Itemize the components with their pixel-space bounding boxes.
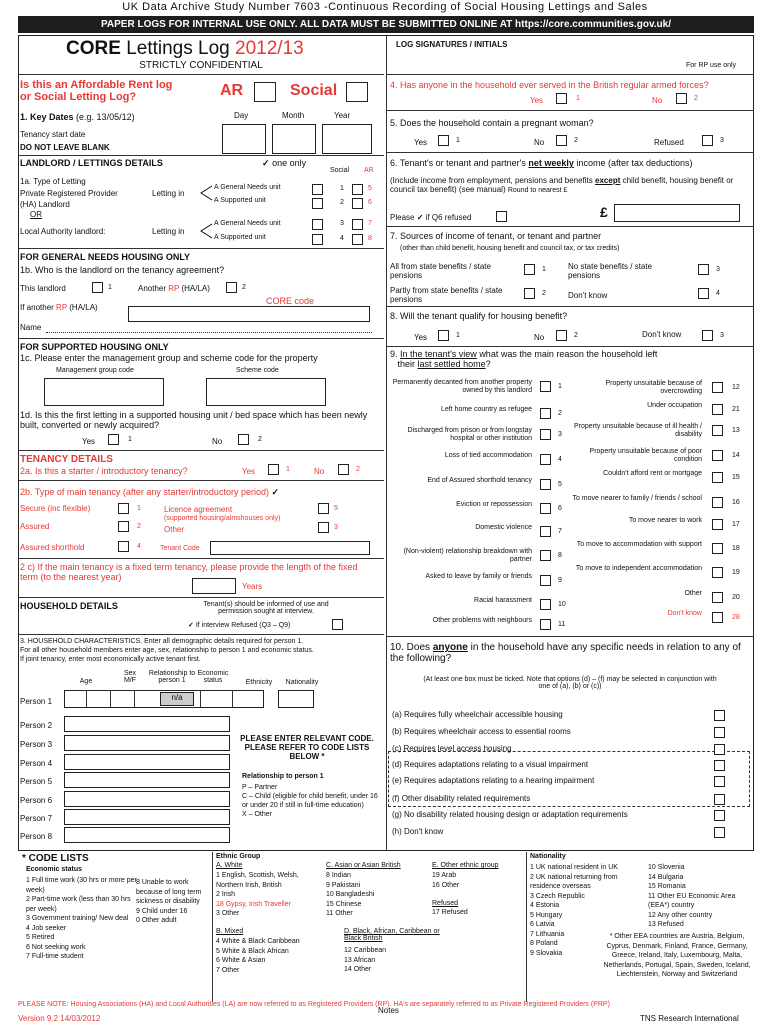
other-eth-list: 19 Arab 16 Other <box>432 872 460 889</box>
reason-checkbox[interactable] <box>712 519 723 530</box>
reason-checkbox[interactable] <box>712 404 723 415</box>
need-checkbox[interactable] <box>714 827 725 838</box>
q6-refused: Please ✓ if Q6 refused <box>390 213 472 222</box>
reason-label: Loss of tied accommodation <box>444 452 532 459</box>
reason-label: Other problems with neighbours <box>432 617 532 624</box>
need-label: (f) Other disability related requirements <box>392 794 531 803</box>
need-checkbox[interactable] <box>714 727 725 738</box>
rp-use: For RP use only <box>686 62 737 69</box>
other-tenancy-checkbox[interactable] <box>318 522 329 533</box>
interview-refused-checkbox[interactable] <box>332 619 343 630</box>
tick-icon: ✓ <box>271 487 280 497</box>
need-checkbox[interactable] <box>714 710 725 721</box>
reason-label: Left home country as refugee <box>440 406 532 413</box>
type-letting-label: 1a. Type of Letting <box>20 177 86 186</box>
econ-list-1: 1 Full time work (30 hrs or more per week) 2 Part-time work (less than 30 hrs per week) 3 Government training/ New deal 4 Job seeker 5 Retired 6 Not seeking work 7 Full-time student <box>26 877 137 960</box>
secure-checkbox[interactable] <box>118 503 129 514</box>
reason-label: (Non-violent) relationship breakdown with partner <box>403 548 532 563</box>
reason-checkbox[interactable] <box>712 567 723 578</box>
need-label: (g) No disability related housing design or adaptation requirements <box>392 810 628 819</box>
reason-checkbox[interactable] <box>540 503 551 514</box>
years-input[interactable] <box>192 578 236 594</box>
white-list: 1 English, Scottish, Welsh, Northern Irish, British 2 Irish 18 Gypsy, Irish Traveller 3 Other <box>216 872 299 917</box>
need-checkbox[interactable] <box>714 810 725 821</box>
reason-checkbox[interactable] <box>540 619 551 630</box>
person-4-row[interactable] <box>64 754 230 770</box>
need-label: (a) Requires fully wheelchair accessible housing <box>392 710 563 719</box>
q10-label: 10. Does anyone in the household have any specific needs in relation to any of the following? <box>390 642 741 664</box>
mgmt-code-input[interactable] <box>44 378 164 406</box>
reason-label: Property unsuitable because of poor condition <box>589 448 702 463</box>
sig-header: LOG SIGNATURES / INITIALS <box>396 40 508 49</box>
supported-1: A Supported unit <box>214 197 266 204</box>
person-3-row[interactable] <box>64 735 230 751</box>
letting-in-2: Letting in <box>152 227 185 236</box>
another-rp-checkbox[interactable] <box>226 282 237 293</box>
scheme-label: Scheme code <box>236 367 279 374</box>
another-rp-label: Another RP (HA/LA) <box>138 284 210 293</box>
reason-label: Eviction or repossession <box>456 501 532 508</box>
q8-label: 8. Will the tenant qualify for housing benefit? <box>390 311 568 321</box>
letting-social-4[interactable] <box>312 234 323 245</box>
q1d-label: 1d. Is this the first letting in a supported housing unit / bed space which has been newly built, converted or newly acquired? <box>20 410 368 430</box>
social-label: Social <box>290 82 338 99</box>
q5-refused[interactable] <box>702 135 713 146</box>
nationality-1[interactable] <box>278 690 314 708</box>
code-lists-header: * CODE LISTS <box>22 853 89 864</box>
inform-note: Tenant(s) should be informed of use and permission sought at interview. <box>203 601 329 615</box>
internal-banner: PAPER LOGS FOR INTERNAL USE ONLY. ALL DATA MUST BE SUBMITTED ONLINE AT https://core.communities.gov.uk/ <box>18 16 754 33</box>
q4-no[interactable] <box>676 93 687 104</box>
log-title: CORE Lettings Log 2012/13 <box>66 38 304 59</box>
q4-label: 4. Has anyone in the household ever served in the British regular armed forces? <box>390 80 709 90</box>
need-checkbox[interactable] <box>714 760 725 771</box>
hh-header: HOUSEHOLD DETAILS <box>20 601 118 611</box>
letting-social-1[interactable] <box>312 184 323 195</box>
econ-list-2: 8 Unable to work because of long term sickness or disability 9 Child under 16 0 Other adult <box>136 879 202 924</box>
ar-question: Is this an Affordable Rent log or Social Letting Log? <box>20 79 173 103</box>
q7-all[interactable] <box>524 264 535 275</box>
mixed-list: 4 White & Black Caribbean 5 White & Black African 6 White & Asian 7 Other <box>216 938 300 974</box>
one-only-label: ✓ one only <box>262 158 307 168</box>
need-label: (e) Requires adaptations relating to a hearing impairment <box>392 776 595 785</box>
person-8-row[interactable] <box>64 827 230 843</box>
q6-sub: (Include income from employment, pensions and benefits except child benefit, housing benefit or council tax benefit) (see manual) Round to nearest £ <box>390 176 734 194</box>
do-not-leave-blank: DO NOT LEAVE BLANK <box>20 143 110 152</box>
asian-list: 8 Indian 9 Pakistani 10 Bangladeshi 15 Chinese 11 Other <box>326 872 375 917</box>
q7-label: 7. Sources of income of tenant, or tenant and partner <box>390 231 602 241</box>
year-input[interactable] <box>322 124 372 154</box>
q7-none[interactable] <box>698 264 709 275</box>
na-box: n/a <box>160 692 194 706</box>
social-checkbox[interactable] <box>346 82 368 102</box>
key-dates-label: 1. Key Dates (e.g. 13/05/12) <box>20 112 135 122</box>
licence-checkbox[interactable] <box>318 503 329 514</box>
year-label: Year <box>334 111 351 120</box>
pound-sign: £ <box>600 204 608 220</box>
reason-label: Property unsuitable because of ill health / disability <box>573 423 702 438</box>
tenant-code-label: Tenant Code <box>160 545 200 552</box>
gen-needs-2: A General Needs unit <box>214 220 281 227</box>
need-label: (h) Don't know <box>392 827 444 836</box>
ar-col-label: AR <box>364 167 374 174</box>
scheme-code-input[interactable] <box>206 378 326 406</box>
sh-header: FOR SUPPORTED HOUSING ONLY <box>20 342 169 352</box>
reason-checkbox[interactable] <box>712 497 723 508</box>
reason-label: To move nearer to family / friends / school <box>572 495 702 502</box>
q8-yes[interactable] <box>438 330 449 341</box>
social-col-label: Social <box>330 167 350 174</box>
tick-icon: ✓ <box>416 213 424 222</box>
reason-checkbox[interactable] <box>540 381 551 392</box>
reason-checkbox[interactable] <box>540 599 551 610</box>
ar-checkbox[interactable] <box>254 82 276 102</box>
person-6-row[interactable] <box>64 791 230 807</box>
reason-label: Asked to leave by family or friends <box>425 573 532 580</box>
q8-no[interactable] <box>556 330 567 341</box>
reason-checkbox[interactable] <box>712 612 723 623</box>
q3-instructions: 3. HOUSEHOLD CHARACTERISTICS. Enter all demographic details required for person 1. For all other household members enter age, sex, relationship to person 1 and economic status. If joint tenancy, enter most economically active tenant first. <box>20 638 314 663</box>
q9-label: 9. In the tenant's view what was the main reason the household left their last settled home? <box>390 349 658 369</box>
letting-ar-6[interactable] <box>352 198 363 209</box>
q6-label: 6. Tenant's or tenant and partner's net weekly income (after tax deductions) <box>390 158 693 168</box>
letting-ar-8[interactable] <box>352 234 363 245</box>
this-landlord-checkbox[interactable] <box>92 282 103 293</box>
reason-label: Racial harassment <box>474 597 532 604</box>
if-another-label: If another RP (HA/LA) <box>20 303 98 312</box>
q8-dont-know[interactable] <box>702 330 713 341</box>
q2c-label: 2 c) If the main tenancy is a fixed term tenancy, please provide the length of the fixed term (to the nearest year) <box>20 562 358 582</box>
reason-label: Domestic violence <box>475 524 532 531</box>
q5-no[interactable] <box>556 135 567 146</box>
core-code-input[interactable] <box>128 306 370 322</box>
rel-header: Relationship to person 1 <box>242 773 324 780</box>
q1d-no[interactable] <box>238 434 249 445</box>
tick-icon: ✓ <box>262 158 270 168</box>
nat-list-2: 10 Slovenia 14 Bulgaria 15 Romania 11 Other EU Economic Area (EEA*) country 12 Any other country 13 Refused <box>648 864 736 928</box>
confidential-label: STRICTLY CONFIDENTIAL <box>139 60 263 71</box>
reason-label: Under occupation <box>647 402 702 409</box>
landlord-header: LANDLORD / LETTINGS DETAILS <box>20 158 163 168</box>
letting-ar-5[interactable] <box>352 184 363 195</box>
q7-partly[interactable] <box>524 288 535 299</box>
tick-icon: ✓ <box>188 622 194 629</box>
core-code-label: CORE code <box>266 296 315 306</box>
reason-label: Don't know <box>667 610 702 617</box>
letting-social-2[interactable] <box>312 198 323 209</box>
need-label: (d) Requires adaptations relating to a visual impairment <box>392 760 589 769</box>
q1b-label: 1b. Who is the landlord on the tenancy agreement? <box>20 265 225 275</box>
q5-yes[interactable] <box>438 135 449 146</box>
tenant-code-input[interactable] <box>210 541 370 555</box>
reason-checkbox[interactable] <box>540 550 551 561</box>
reason-checkbox[interactable] <box>540 526 551 537</box>
footer-note: PLEASE NOTE: Housing Associations (HA) and Local Authorities (LA) are now referred to as Registered Providers (RP). HA's are separately referred to as Private Registered Providers (PRP) <box>18 1001 610 1008</box>
q2a-label: 2a. Is this a starter / introductory tenancy? <box>20 466 188 476</box>
refused-note: ✓ If interview Refused (Q3 – Q9) <box>188 622 291 629</box>
q1d-yes[interactable] <box>108 434 119 445</box>
q10-note: (At least one box must be ticked. Note that options (d) – (f) may be selected in conjunction with one of (a), (b) or (c)) <box>423 676 717 690</box>
month-label: Month <box>282 111 305 120</box>
income-input[interactable] <box>614 204 740 222</box>
enter-codes-note: PLEASE ENTER RELEVANT CODE. PLEASE REFER TO CODE LISTS BELOW * <box>240 734 374 761</box>
person-2-row[interactable] <box>64 716 230 732</box>
q4-yes[interactable] <box>556 93 567 104</box>
q2a-no[interactable] <box>338 464 349 475</box>
tenancy-header: TENANCY DETAILS <box>20 454 113 465</box>
reason-label: To move to independent accommodation <box>575 565 702 572</box>
reason-label: To move nearer to work <box>628 517 702 524</box>
black-list: 12 Caribbean 13 African 14 Other <box>344 947 387 973</box>
notes-label: Notes <box>378 1006 399 1015</box>
reason-label: Other <box>684 590 702 597</box>
letting-social-3[interactable] <box>312 219 323 230</box>
q7-sub: (other than child benefit, housing benefit and council tax, or tax credits) <box>400 245 620 252</box>
rel-codes: P – Partner C – Child (eligible for child benefit, under 16 or under 20 if still in full-time education) X – Other <box>242 784 378 818</box>
assured-checkbox[interactable] <box>118 521 129 532</box>
mgmt-label: Management group code <box>56 367 134 374</box>
person-1-label: Person 1 <box>20 697 53 706</box>
gn-header: FOR GENERAL NEEDS HOUSING ONLY <box>20 252 191 262</box>
tenancy-start-label: Tenancy start date <box>20 130 86 139</box>
eea-note: * Other EEA countries are Austria, Belgium, Cyprus, Denmark, Finland, France, Germany, Greece, Ireland, Italy, Luxembourg, Malta, Netherlands, Portugal, Spain, Sweden, Iceland, Liechtenstein, Norway and Switzerland <box>603 933 751 978</box>
month-input[interactable] <box>272 124 316 154</box>
nat-list-1: 1 UK national resident in UK 2 UK national returning from residence overseas 3 Czech Republic 4 Estonia 5 Hungary 6 Latvia 7 Lithuania 8 Poland 9 Slovakia <box>530 864 618 957</box>
ar-label: AR <box>220 82 244 99</box>
reason-checkbox[interactable] <box>712 543 723 554</box>
la-label: Local Authority landlord: <box>20 227 106 236</box>
q7-dont-know[interactable] <box>698 288 709 299</box>
reason-checkbox[interactable] <box>712 382 723 393</box>
or-label: OR <box>30 210 42 219</box>
reason-checkbox[interactable] <box>540 408 551 419</box>
reason-checkbox[interactable] <box>712 425 723 436</box>
q1c-label: 1c. Please enter the management group and scheme code for the property <box>20 353 318 363</box>
reason-label: Permanently decanted from another property owned by this landlord <box>392 379 532 394</box>
day-input[interactable] <box>222 124 266 154</box>
q2a-yes[interactable] <box>268 464 279 475</box>
reason-checkbox[interactable] <box>712 592 723 603</box>
reason-checkbox[interactable] <box>540 454 551 465</box>
this-landlord-label: This landlord <box>20 284 66 293</box>
person-7-row[interactable] <box>64 809 230 825</box>
reason-checkbox[interactable] <box>540 575 551 586</box>
version: Version 9.2 14/03/2012 <box>18 1014 101 1023</box>
need-checkbox[interactable] <box>714 794 725 805</box>
reason-label: End of Assured shorthold tenancy <box>427 477 532 484</box>
bracket-icon <box>198 182 214 250</box>
supported-2: A Supported unit <box>214 234 266 241</box>
reason-checkbox[interactable] <box>540 479 551 490</box>
letting-in-1: Letting in <box>152 189 185 198</box>
need-checkbox[interactable] <box>714 776 725 787</box>
reason-checkbox[interactable] <box>540 429 551 440</box>
letting-ar-7[interactable] <box>352 219 363 230</box>
q6-refused-checkbox[interactable] <box>496 211 507 222</box>
assured-sh-checkbox[interactable] <box>118 541 129 552</box>
q2b-label: 2b. Type of main tenancy (after any starter/introductory period) ✓ <box>20 487 280 497</box>
reason-checkbox[interactable] <box>712 450 723 461</box>
reason-label: Property unsuitable because of overcrowding <box>605 380 702 395</box>
need-label: (b) Requires wheelchair access to essential rooms <box>392 727 571 736</box>
tns-label: TNS Research International <box>640 1014 739 1023</box>
day-label: Day <box>234 111 249 120</box>
gen-needs-1: A General Needs unit <box>214 184 281 191</box>
reason-label: Discharged from prison or from longstay hospital or other institution <box>407 427 532 442</box>
ha-landlord-label: (HA) Landlord <box>20 200 70 209</box>
q5-label: 5. Does the household contain a pregnant woman? <box>390 118 594 128</box>
reason-label: Couldn't afford rent or mortgage <box>603 470 702 477</box>
need-checkbox[interactable] <box>714 744 725 755</box>
person-5-row[interactable] <box>64 772 230 788</box>
name-label: Name <box>20 323 42 332</box>
reason-checkbox[interactable] <box>712 472 723 483</box>
need-label: (c) Requires level access housing <box>392 744 512 753</box>
archive-title: UK Data Archive Study Number 7603 -Continuous Recording of Social Housing Lettings and Sales <box>122 1 648 13</box>
prp-label: Private Registered Provider <box>20 189 118 198</box>
reason-label: To move to accommodation with support <box>576 541 702 548</box>
